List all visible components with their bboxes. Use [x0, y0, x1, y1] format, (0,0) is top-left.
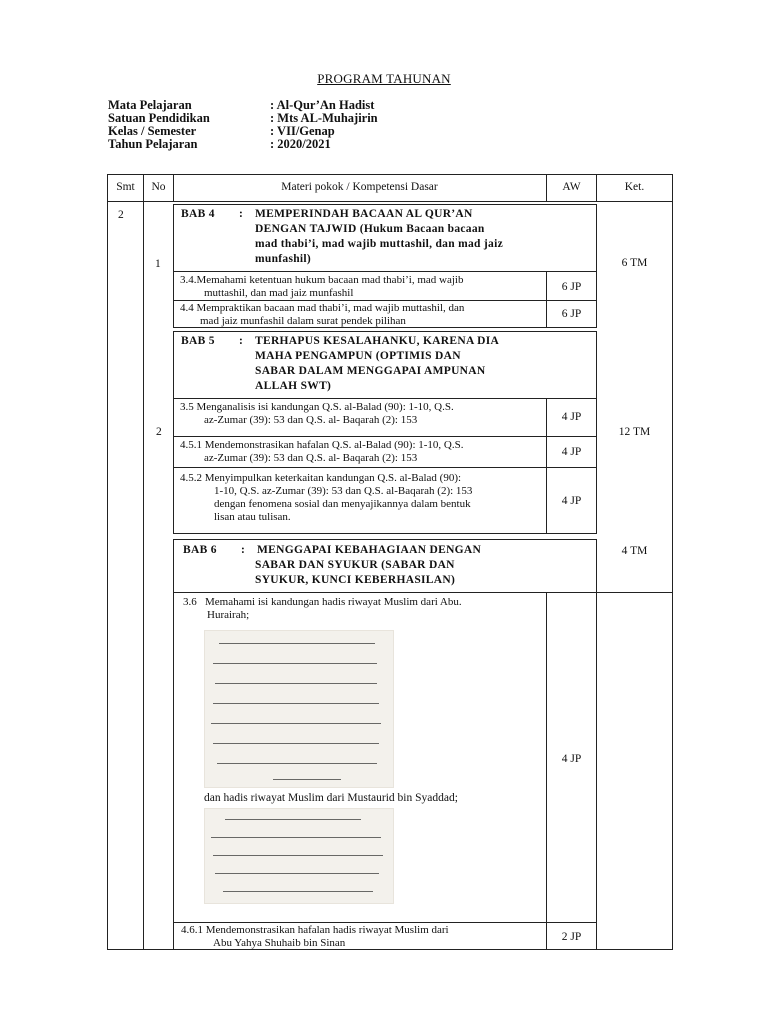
kd-text: 4.6.1 Mendemonstrasikan hafalan hadis riwayat Muslim dari — [181, 924, 449, 936]
kd-text: 3.5 Menganalisis isi kandungan Q.S. al-Balad (90): 1-10, Q.S. — [180, 401, 454, 413]
row-divider — [546, 592, 597, 593]
col-divider — [173, 204, 174, 328]
bab-colon: : — [239, 208, 244, 220]
row-divider — [173, 592, 597, 593]
kd-text: dan hadis riwayat Muslim dari Mustaurid bin Syaddad; — [204, 792, 458, 804]
kd-text: Abu Yahya Shuhaib bin Sinan — [213, 937, 346, 949]
meta-key: Mata Pelajaran — [108, 98, 192, 112]
bab-title-line: DENGAN TAJWID (Hukum Bacaan bacaan — [255, 223, 485, 235]
meta-value: : Mts AL-Muhajirin — [270, 111, 378, 125]
row-divider — [173, 922, 597, 923]
bab-label: BAB 5 — [181, 335, 215, 347]
kd-aw: 4 JP — [561, 753, 582, 765]
row-divider — [173, 436, 597, 437]
document-title: PROGRAM TAHUNAN — [317, 71, 451, 86]
bab-label: BAB 4 — [181, 208, 215, 220]
kd-text: Hurairah; — [207, 609, 250, 621]
bab-title-line: MENGGAPAI KEBAHAGIAAN DENGAN — [257, 544, 482, 556]
col-divider — [173, 539, 174, 950]
bab-title-line: SABAR DAN SYUKUR (SABAR DAN — [255, 559, 455, 571]
kd-row — [180, 472, 546, 524]
kd-text: 4.5.1 Mendemonstrasikan hafalan Q.S. al-Balad (90): 1-10, Q.S. — [180, 439, 464, 451]
kd-aw: 4 JP — [561, 446, 582, 458]
bab-title-line: TERHAPUS KESALAHANKU, KARENA DIA — [255, 335, 500, 347]
bab-label: BAB 6 — [183, 544, 217, 556]
kd-number: 3.6 — [183, 596, 197, 608]
kd-aw: 6 JP — [561, 308, 582, 320]
kd-text: 1-10, Q.S. az-Zumar (39): 53 dan Q.S. al-Baqarah (2): 153 — [214, 485, 473, 497]
kd-aw: 4 JP — [561, 411, 582, 423]
meta-key: Tahun Pelajaran — [108, 137, 198, 151]
document-meta — [108, 99, 378, 151]
meta-value: : Al-Qur’An Hadist — [270, 98, 375, 112]
row-divider — [173, 398, 597, 399]
bab6-ket: 4 TM — [621, 545, 648, 557]
row-divider — [173, 204, 597, 205]
table-border-top — [107, 174, 673, 175]
row-divider — [173, 467, 597, 468]
bab-colon: : — [239, 335, 244, 347]
header-ket: Ket. — [624, 181, 645, 193]
row-divider — [173, 300, 597, 301]
bab5-ket: 12 TM — [618, 426, 651, 438]
kd-text: az-Zumar (39): 53 dan Q.S. al- Baqarah (2): 153 — [204, 452, 418, 464]
bab5-no: 2 — [156, 426, 162, 438]
kd-text: mad jaiz munfashil dalam surat pendek pilihan — [200, 315, 406, 327]
meta-key: Kelas / Semester — [108, 124, 197, 138]
arabic-hadith-image — [204, 808, 394, 904]
kd-text: lisan atau tulisan. — [214, 511, 291, 523]
smt-value: 2 — [118, 209, 124, 221]
header-materi: Materi pokok / Kompetensi Dasar — [281, 181, 438, 193]
bab-title-line: SYUKUR, KUNCI KEBERHASILAN) — [255, 574, 456, 586]
bab-title-line: MAHA PENGAMPUN (OPTIMIS DAN — [255, 350, 461, 362]
kd-row — [181, 924, 547, 950]
kd-aw: 2 JP — [561, 931, 582, 943]
meta-value: : VII/Genap — [270, 124, 335, 138]
col-divider — [546, 592, 547, 950]
bab4-ket: 6 TM — [621, 257, 648, 269]
col-divider — [596, 539, 597, 950]
kd-text: 4.4 Mempraktikan bacaan mad thabi’i, mad wajib muttashil, dan — [180, 302, 465, 314]
bab4-no: 1 — [155, 258, 161, 270]
row-divider — [173, 539, 597, 540]
table-border-left — [107, 174, 108, 950]
meta-key: Satuan Pendidikan — [108, 111, 210, 125]
kd-row — [180, 302, 546, 328]
bab-title-line: mad thabi’i, mad wajib muttashil, dan mad jaiz — [255, 238, 503, 250]
bab-title-line: SABAR DALAM MENGGAPAI AMPUNAN — [255, 365, 486, 377]
kd-text: muttashil, dan mad jaiz munfashil — [204, 287, 354, 299]
row-divider — [173, 533, 597, 534]
kd-row — [180, 401, 546, 427]
meta-value: : 2020/2021 — [270, 137, 331, 151]
kd-text: 3.4.Memahami ketentuan hukum bacaan mad thabi’i, mad wajib — [180, 274, 464, 286]
row-divider — [173, 331, 597, 332]
kd-row — [180, 439, 546, 465]
arabic-hadith-image — [204, 630, 394, 788]
kd-row — [183, 596, 543, 622]
row-divider — [596, 592, 673, 593]
meta-row — [108, 138, 378, 151]
header-divider — [107, 201, 673, 202]
col-divider — [173, 331, 174, 534]
header-smt: Smt — [116, 181, 135, 193]
header-aw: AW — [562, 181, 581, 193]
bab-title-line: munfashil) — [255, 253, 312, 265]
bab-title-line: MEMPERINDAH BACAAN AL QUR’AN — [255, 208, 473, 220]
kd-text: az-Zumar (39): 53 dan Q.S. al- Baqarah (2): 153 — [204, 414, 418, 426]
kd-aw: 4 JP — [561, 495, 582, 507]
kd-aw: 6 JP — [561, 281, 582, 293]
col-divider — [143, 174, 144, 950]
kd-text: 4.5.2 Menyimpulkan keterkaitan kandungan Q.S. al-Balad (90): — [180, 472, 462, 484]
kd-row — [180, 274, 546, 300]
header-no: No — [151, 181, 166, 193]
kd-text: Memahami isi kandungan hadis riwayat Muslim dari Abu. — [205, 596, 462, 608]
bab-title-line: ALLAH SWT) — [255, 380, 332, 392]
row-divider — [173, 271, 597, 272]
kd-text: dengan fenomena sosial dan menyajikannya dalam bentuk — [214, 498, 471, 510]
bab-colon: : — [241, 544, 246, 556]
table-border-right — [672, 174, 673, 950]
